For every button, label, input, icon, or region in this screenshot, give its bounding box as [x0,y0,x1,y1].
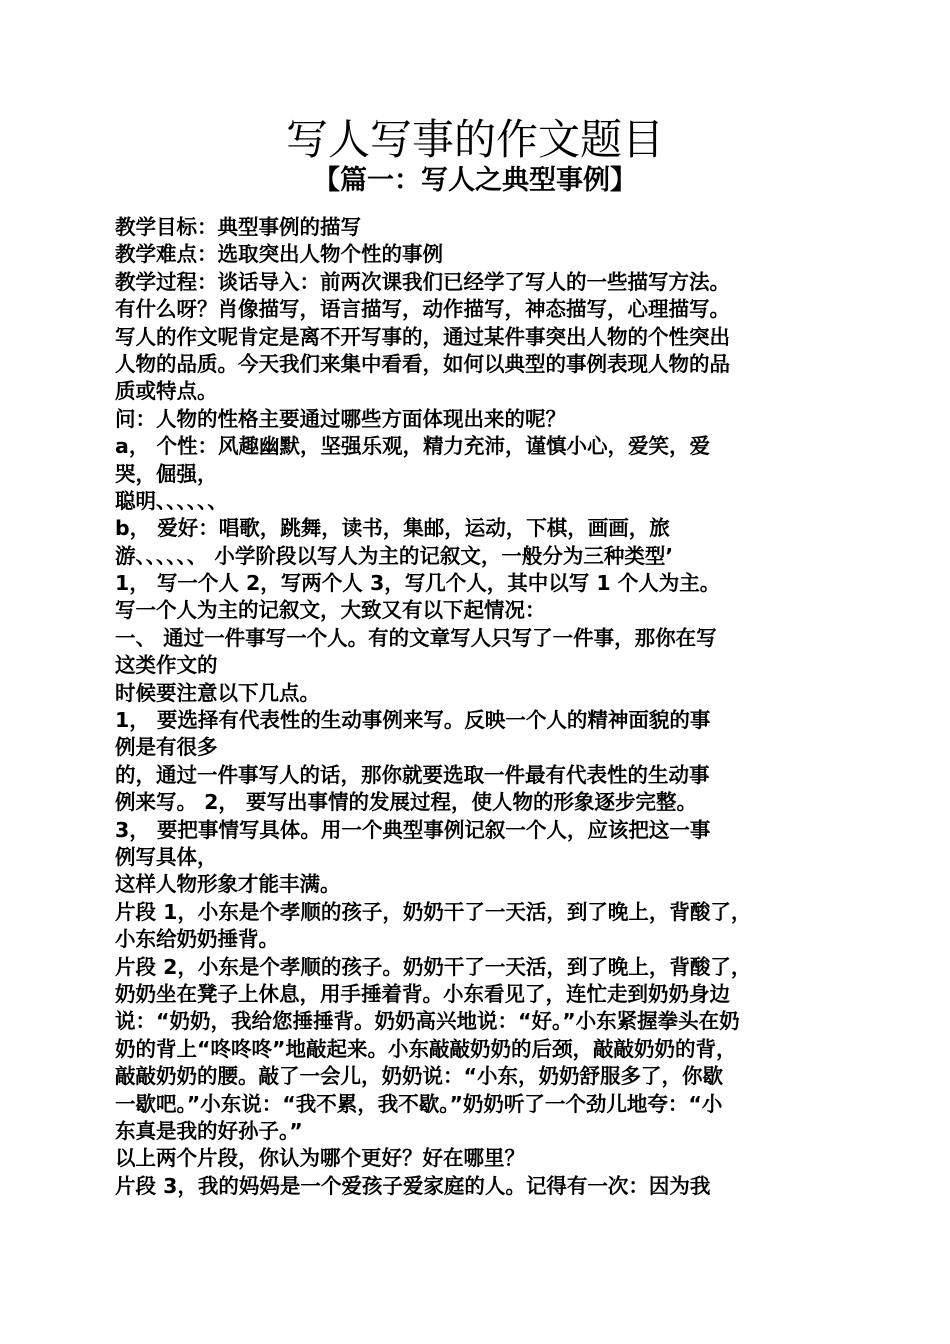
text-line: 写人的作文呢肯定是离不开写事的，通过某件事突出人物的个性突出 [115,324,730,349]
text-line: 时候要注意以下几点。 [115,680,320,705]
text-line: b， 爱好：唱歌，跳舞，读书，集邮，运动，下棋，画画，旅 [115,516,670,541]
text-line: 这类作文的 [115,653,218,678]
text-line: 聪明、、、、、、 [115,488,228,513]
text-line: 哭，倔强， [115,461,218,486]
text-line: 一歇吧。”小东说：“我不累，我不歇。”奶奶听了一个劲儿地夸：“小 [115,1091,723,1116]
text-line: 敲敲奶奶的腰。敲了一会儿，奶奶说：“小东，奶奶舒服多了，你歇 [115,1064,723,1089]
document-title: 写人写事的作文题目 [285,115,664,164]
text-line: 片段 2，小东是个孝顺的孩子。奶奶干了一天活，到了晚上，背酸了， [115,954,752,979]
text-line: 1， 要选择有代表性的生动事例来写。反映一个人的精神面貌的事 [115,708,711,733]
text-line: 例写具体， [115,844,218,869]
text-line: 片段 1，小东是个孝顺的孩子，奶奶干了一天活，到了晚上，背酸了， [115,899,752,924]
text-line: 教学过程：谈话导入：前两次课我们已经学了写人的一些描写方法。 [115,269,730,294]
text-line: 质或特点。 [115,379,218,404]
text-line: 说：“奶奶，我给您捶捶背。奶奶高兴地说：“好。”小东紧握拳头在奶 [115,1009,740,1034]
text-line: 这样人物形象才能丰满。 [115,872,341,897]
text-line: 片段 3，我的妈妈是一个爱孩子爱家庭的人。记得有一次：因为我 [115,1173,711,1198]
text-line: 教学目标：典型事例的描写 [115,215,361,239]
text-line: 一、 通过一件事写一个人。有的文章写人只写了一件事，那你在写 [115,625,717,650]
text-line: 以上两个片段，你认为哪个更好？好在哪里？ [115,1146,525,1171]
text-line: 例是有很多 [115,735,218,760]
text-line: 3， 要把事情写具体。用一个典型事例记叙一个人，应该把这一事 [115,817,711,842]
text-line: 例来写。 2， 要写出事情的发展过程，使人物的形象逐步完整。 [115,790,698,815]
text-line: 奶奶坐在凳子上休息，用手捶着背。小东看见了，连忙走到奶奶身边 [115,981,730,1006]
text-line: 东真是我的好孙子。” [115,1118,303,1143]
document-body [115,214,855,1200]
text-line: a， 个性：风趣幽默，坚强乐观，精力充沛，谨慎小心，爱笑，爱 [115,434,710,459]
document-subtitle: 【篇一：写人之典型事例】 [313,165,637,196]
text-line: 1， 写一个人 2，写两个人 3，写几个人，其中以写 1 个人为主。 [115,571,721,596]
text-line: 的，通过一件事写人的话，那你就要选取一件最有代表性的生动事 [115,762,710,787]
text-line: 游、、、、、、 小学阶段以写人为主的记叙文，一般分为三种类型’ [115,543,674,568]
text-line: 有什么呀？肖像描写，语言描写，动作描写，神态描写，心理描写。 [115,297,730,322]
text-line: 奶的背上“咚咚咚”地敲起来。小东敲敲奶奶的后颈，敲敲奶奶的背， [115,1036,737,1061]
text-line: 教学难点：选取突出人物个性的事例 [115,242,443,267]
text-line: 小东给奶奶捶背。 [115,927,279,952]
text-line: 写一个人为主的记叙文，大致又有以下起情况： [115,598,546,623]
text-line: 问：人物的性格主要通过哪些方面体现出来的呢？ [115,406,566,431]
text-line: 人物的品质。今天我们来集中看看，如何以典型的事例表现人物的品 [115,351,730,376]
